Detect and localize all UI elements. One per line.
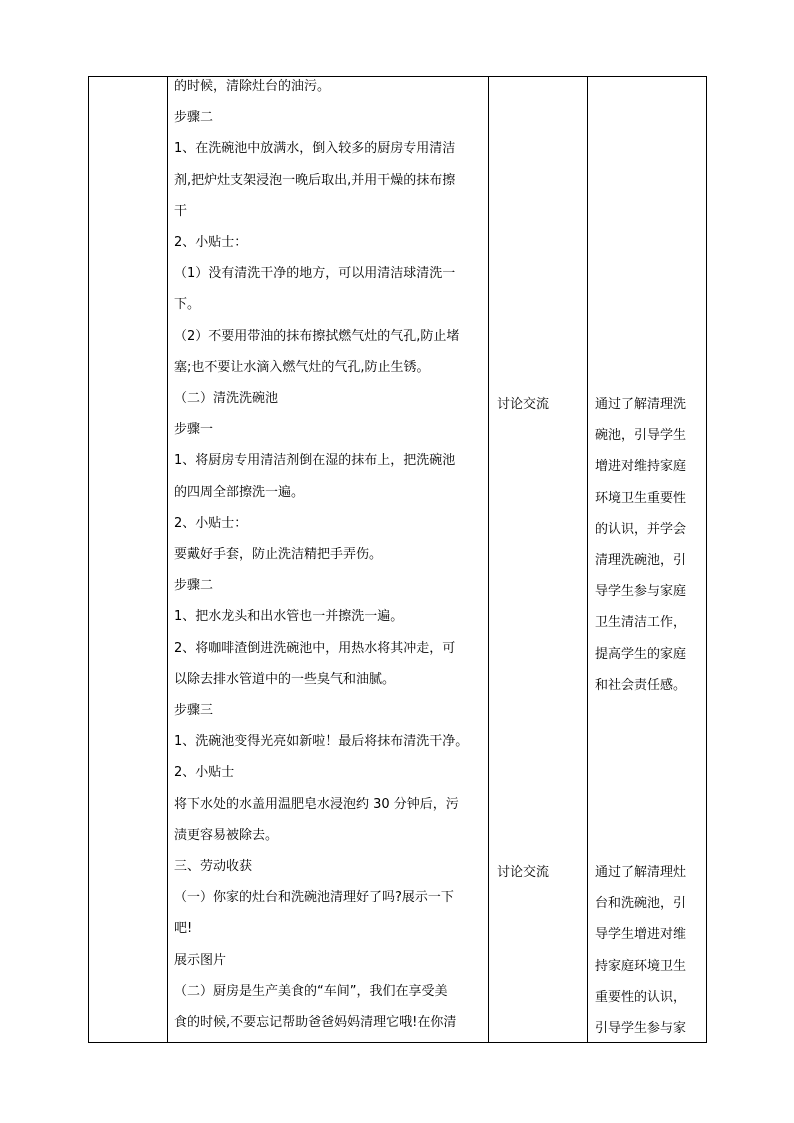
content-line: 塞;也不要让水滴入燃气灶的气孔,防止生锈。 (174, 359, 430, 375)
content-line: 以除去排水管道中的一些臭气和油腻。 (174, 671, 396, 687)
content-line: 干 (174, 203, 188, 219)
intent-line: 持家庭环境卫生 (595, 958, 687, 974)
content-line: （2）不要用带油的抹布擦拭燃气灶的气孔,防止堵 (174, 328, 460, 344)
intent-line: 通过了解清理灶 (595, 865, 687, 880)
content-line: 步骤二 (174, 110, 214, 126)
content-line: 展示图片 (174, 952, 227, 968)
intent-line: 环境卫生重要性 (595, 490, 687, 506)
content-line: 三、劳动收获 (174, 859, 253, 874)
activity-cell-1: 讨论交流 (497, 397, 550, 412)
lesson-table (88, 76, 707, 1043)
content-line: 1、在洗碗池中放满水，倒入较多的厨房专用清洁 (174, 141, 456, 157)
content-line: 1、洗碗池变得光亮如新啦！最后将抹布清洗干净。 (174, 734, 469, 750)
column-divider-1 (167, 76, 168, 1043)
intent-line: 导学生参与家庭 (595, 584, 687, 600)
intent-line: 增进对维持家庭 (595, 459, 687, 475)
intent-line: 卫生清洁工作， (595, 615, 687, 631)
content-line: 1、把水龙头和出水管也一并擦洗一遍。 (174, 609, 404, 625)
intent-line: 清理洗碗池，引 (595, 553, 687, 568)
content-line: 剂,把炉灶支架浸泡一晚后取出,并用干燥的抹布擦 (174, 172, 456, 188)
content-line: 2、小贴士 (174, 765, 235, 781)
content-line: 下。 (174, 297, 201, 313)
content-line: 2、小贴士： (174, 515, 248, 531)
intent-line: 通过了解清理洗 (595, 397, 687, 412)
content-line: 将下水处的水盖用温肥皂水浸泡约 30 分钟后，污 (174, 796, 459, 812)
column-divider-3 (587, 76, 588, 1043)
content-line: 1、将厨房专用清洁剂倒在湿的抹布上，把洗碗池 (174, 453, 456, 469)
content-line: 吧! (174, 921, 193, 937)
content-line: 2、将咖啡渣倒进洗碗池中，用热水将其冲走，可 (174, 640, 456, 656)
content-line: 的时候，清除灶台的油污。 (174, 79, 331, 94)
intent-line: 提高学生的家庭 (595, 646, 687, 662)
content-line: 要戴好手套，防止洗洁精把手弄伤。 (174, 547, 383, 562)
intent-line: 的认识，并学会 (595, 521, 687, 537)
content-line: （1）没有清洗干净的地方，可以用清洁球清洗一 (174, 266, 456, 282)
content-line: （一）你家的灶台和洗碗池清理好了吗?展示一下 (174, 890, 454, 906)
table-top-border (88, 76, 707, 77)
content-line: （二）清洗洗碗池 (174, 391, 279, 406)
content-line: 2、小贴士： (174, 235, 248, 250)
content-line: 渍更容易被除去。 (174, 827, 279, 843)
table-right-border (706, 76, 707, 1043)
content-line: 步骤一 (174, 422, 214, 438)
intent-line: 重要性的认识， (595, 989, 687, 1005)
intent-line: 台和洗碗池，引 (595, 896, 687, 912)
content-line: 步骤二 (174, 578, 214, 594)
intent-line: 导学生增进对维 (595, 927, 687, 943)
intent-line: 引导学生参与家 (595, 1021, 687, 1036)
table-left-border (88, 76, 89, 1043)
table-bottom-border (88, 1042, 707, 1043)
intent-line: 碗池，引导学生 (595, 428, 687, 444)
intent-line: 和社会责任感。 (595, 677, 687, 693)
activity-cell-2: 讨论交流 (497, 865, 550, 880)
content-line: 食的时候,不要忘记帮助爸爸妈妈清理它哦!在你清 (174, 1015, 457, 1030)
content-line: （二）厨房是生产美食的“车间”，我们在享受美 (174, 983, 448, 999)
content-line: 的四周全部擦洗一遍。 (174, 484, 305, 500)
content-line: 步骤三 (174, 703, 214, 718)
column-divider-2 (488, 76, 489, 1043)
